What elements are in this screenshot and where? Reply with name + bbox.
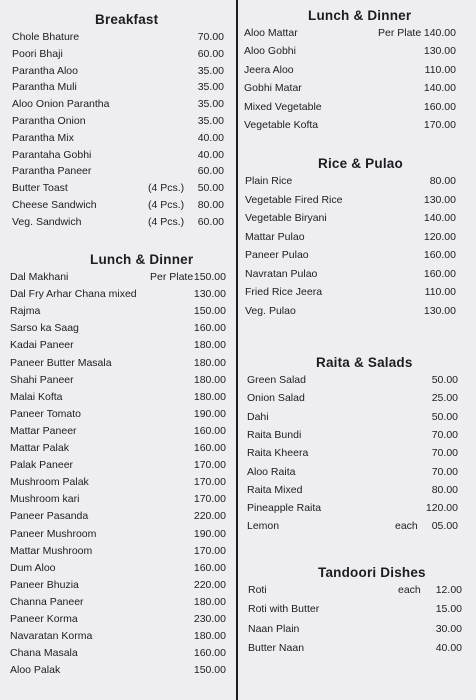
item-name: Aloo Gobhi: [244, 45, 296, 58]
item-price: 130.00: [423, 193, 456, 206]
item-price: 160.00: [423, 267, 456, 280]
item-price: 170.00: [423, 119, 456, 131]
menu-item: [0, 98, 236, 115]
item-name: Parantha Paneer: [12, 165, 92, 178]
item-price: 130.00: [193, 288, 226, 301]
item-name: Gobhi Matar: [244, 82, 302, 95]
menu-item: [238, 27, 476, 44]
menu-item: [0, 81, 236, 98]
item-name: Kadai Paneer: [10, 339, 74, 352]
menu-item: [238, 64, 476, 81]
item-name: Pineapple Raita: [247, 502, 322, 515]
item-price: 160.00: [193, 442, 226, 454]
item-name: Naan Plain: [248, 622, 300, 635]
item-price: 120.00: [423, 230, 456, 243]
item-price: 190.00: [193, 407, 226, 420]
item-name: Parantha Aloo: [12, 64, 78, 77]
menu-item: [0, 216, 236, 233]
item-name: Aloo Palak: [10, 664, 61, 677]
menu-item: [238, 411, 476, 428]
item-name: Raita Bundi: [247, 428, 302, 441]
menu-item: [238, 45, 476, 62]
menu-item: [0, 510, 236, 527]
item-price: 120.00: [425, 502, 458, 515]
item-name: Onion Salad: [247, 392, 305, 405]
section-heading: Tandoori Dishes: [318, 565, 426, 580]
menu-item: [0, 374, 236, 391]
item-name: Fried Rice Jeera: [245, 286, 323, 298]
item-price: 130.00: [423, 45, 456, 58]
menu-item: [0, 442, 236, 459]
item-price: 70.00: [197, 31, 224, 43]
item-name: Channa Paneer: [10, 595, 84, 608]
item-name: Vegetable Fired Rice: [245, 193, 343, 206]
item-price: 35.00: [197, 98, 224, 111]
menu-item: [238, 484, 476, 501]
menu-item: [238, 520, 476, 537]
item-price: 60.00: [197, 165, 224, 178]
item-price: 190.00: [193, 527, 226, 540]
menu-item: [0, 182, 236, 199]
item-price: 160.00: [193, 647, 226, 660]
menu-item: [0, 425, 236, 442]
menu-item: [0, 288, 236, 305]
item-name: Aloo Raita: [247, 465, 296, 478]
item-price: 160.00: [193, 322, 226, 335]
item-name: Vegetable Kofta: [244, 119, 319, 131]
menu-item: [238, 82, 476, 99]
item-name: Parantaha Gobhi: [12, 148, 92, 161]
item-name: Dal Makhani: [10, 271, 69, 283]
menu-item: [238, 374, 476, 391]
item-price: 80.00: [431, 483, 458, 496]
menu-item: [238, 603, 476, 620]
item-name: Plain Rice: [245, 175, 293, 187]
item-name: Poori Bhaji: [12, 47, 63, 60]
item-name: Raita Kheera: [247, 447, 309, 460]
item-name: Paneer Pasanda: [10, 510, 89, 523]
menu-item: [238, 286, 476, 303]
item-name: Green Salad: [247, 374, 306, 386]
item-note: Per Plate: [150, 271, 194, 283]
item-name: Sarso ka Saag: [10, 322, 79, 335]
menu-item: [0, 493, 236, 510]
item-note: each: [398, 584, 421, 596]
item-price: 140.00: [423, 212, 456, 224]
item-price: 160.00: [193, 561, 226, 574]
item-name: Vegetable Biryani: [245, 212, 327, 224]
menu-item: [238, 447, 476, 464]
item-name: Paneer Korma: [10, 613, 78, 625]
item-name: Chole Bhature: [12, 31, 80, 43]
menu-item: [0, 647, 236, 664]
menu-item: [238, 584, 476, 601]
item-price: 160.00: [193, 424, 226, 437]
item-price: 25.00: [431, 392, 458, 405]
item-price: 110.00: [424, 63, 456, 76]
item-price: 170.00: [193, 459, 226, 472]
menu-item: [238, 119, 476, 136]
item-price: 170.00: [193, 493, 226, 506]
menu-item: [0, 48, 236, 65]
menu-item: [0, 545, 236, 562]
menu-item: [0, 664, 236, 681]
item-price: 05.00: [431, 520, 458, 533]
menu-item: [0, 31, 236, 48]
menu-item: [238, 268, 476, 285]
item-price: 70.00: [431, 465, 458, 478]
item-name: Paneer Tomato: [10, 407, 82, 420]
section-heading: Breakfast: [95, 12, 159, 27]
item-price: 110.00: [424, 286, 456, 298]
item-price: 40.00: [435, 641, 462, 654]
item-name: Mixed Vegetable: [244, 100, 322, 113]
item-name: Roti: [248, 584, 267, 596]
menu-item: [0, 149, 236, 166]
item-note: each: [395, 520, 418, 533]
menu-item: [0, 132, 236, 149]
item-price: 180.00: [193, 356, 226, 369]
menu-item: [0, 199, 236, 216]
menu-item: [238, 249, 476, 266]
menu-item: [0, 305, 236, 322]
item-name: Parantha Muli: [12, 81, 77, 94]
item-price: 180.00: [193, 390, 226, 403]
item-name: Mattar Palak: [10, 442, 69, 454]
item-name: Mattar Mushroom: [10, 544, 93, 557]
item-name: Palak Paneer: [10, 459, 74, 472]
item-price: 40.00: [197, 148, 224, 161]
menu-item: [0, 579, 236, 596]
item-name: Dahi: [247, 410, 269, 423]
item-price: 40.00: [197, 131, 224, 144]
menu-item: [238, 231, 476, 248]
menu-item: [0, 528, 236, 545]
item-note: Per Plate: [378, 27, 422, 39]
item-price: 170.00: [193, 544, 226, 557]
item-price: 130.00: [423, 304, 456, 317]
menu-item: [238, 392, 476, 409]
item-price: 80.00: [197, 199, 224, 211]
menu-item: [0, 357, 236, 374]
item-price: 180.00: [193, 630, 226, 643]
item-price: 160.00: [423, 100, 456, 113]
item-price: 170.00: [193, 476, 226, 489]
item-price: 220.00: [193, 510, 226, 523]
item-name: Jeera Aloo: [244, 63, 294, 76]
item-price: 150.00: [193, 271, 226, 283]
item-price: 15.00: [435, 603, 462, 616]
item-name: Navratan Pulao: [245, 267, 318, 280]
item-price: 80.00: [429, 175, 456, 187]
item-note: (4 Pcs.): [148, 199, 185, 211]
item-price: 140.00: [423, 82, 456, 95]
menu-item: [238, 623, 476, 640]
item-name: Parantha Onion: [12, 115, 86, 127]
menu-item: [0, 339, 236, 356]
item-name: Cheese Sandwich: [12, 199, 97, 211]
item-name: Paneer Pulao: [245, 249, 309, 261]
item-price: 60.00: [197, 47, 224, 60]
item-price: 140.00: [423, 27, 456, 39]
menu-item: [238, 305, 476, 322]
menu-item: [0, 630, 236, 647]
section-heading: Lunch & Dinner: [308, 8, 412, 23]
item-price: 150.00: [193, 664, 226, 677]
menu-item: [0, 408, 236, 425]
menu-item: [238, 194, 476, 211]
item-price: 50.00: [431, 374, 458, 386]
item-price: 35.00: [197, 81, 224, 94]
menu-item: [0, 115, 236, 132]
menu-item: [0, 562, 236, 579]
item-price: 30.00: [435, 622, 462, 635]
item-name: Chana Masala: [10, 647, 78, 660]
item-name: Raita Mixed: [247, 483, 303, 496]
item-name: Lemon: [247, 520, 280, 533]
item-name: Shahi Paneer: [10, 373, 74, 386]
item-price: 150.00: [193, 305, 226, 318]
menu-item: [0, 459, 236, 476]
item-name: Paneer Butter Masala: [10, 356, 112, 369]
menu-item: [0, 271, 236, 288]
item-name: Mattar Pulao: [245, 230, 305, 243]
item-price: 220.00: [193, 578, 226, 591]
item-price: 180.00: [193, 595, 226, 608]
section-heading: Lunch & Dinner: [90, 252, 194, 267]
section-heading: Raita & Salads: [316, 355, 413, 370]
item-name: Navaratan Korma: [10, 630, 93, 643]
menu-item: [238, 175, 476, 192]
menu-item: [0, 65, 236, 82]
menu-item: [238, 642, 476, 659]
item-name: Aloo Mattar: [244, 27, 298, 39]
menu-item: [238, 101, 476, 118]
menu-item: [0, 596, 236, 613]
item-price: 160.00: [423, 249, 456, 261]
item-name: Malai Kofta: [10, 390, 63, 403]
item-price: 35.00: [197, 115, 224, 127]
item-price: 12.00: [435, 584, 462, 596]
item-name: Mattar Paneer: [10, 424, 77, 437]
item-name: Dum Aloo: [10, 561, 56, 574]
item-name: Butter Toast: [12, 182, 68, 195]
item-name: Mushroom kari: [10, 493, 80, 506]
item-price: 230.00: [193, 613, 226, 625]
menu-item: [238, 429, 476, 446]
menu-item: [0, 165, 236, 182]
item-price: 50.00: [197, 182, 224, 195]
menu-item: [0, 391, 236, 408]
item-price: 180.00: [193, 373, 226, 386]
item-price: 70.00: [431, 428, 458, 441]
item-price: 60.00: [197, 215, 224, 228]
menu-item: [238, 212, 476, 229]
item-name: Parantha Mix: [12, 131, 74, 144]
menu-item: [0, 476, 236, 493]
item-name: Paneer Mushroom: [10, 527, 97, 540]
item-name: Aloo Onion Parantha: [12, 98, 110, 111]
item-name: Veg. Pulao: [245, 304, 296, 317]
menu-item: [0, 322, 236, 339]
item-price: 50.00: [431, 410, 458, 423]
item-name: Paneer Bhuzia: [10, 578, 79, 591]
item-price: 180.00: [193, 339, 226, 352]
item-name: Veg. Sandwich: [12, 215, 82, 228]
item-name: Dal Fry Arhar Chana mixed: [10, 288, 137, 301]
item-name: Mushroom Palak: [10, 476, 89, 489]
menu-item: [238, 466, 476, 483]
item-note: (4 Pcs.): [148, 215, 185, 228]
menu-item: [0, 613, 236, 630]
item-price: 35.00: [197, 64, 224, 77]
item-name: Butter Naan: [248, 641, 305, 654]
item-note: (4 Pcs.): [148, 182, 185, 195]
item-price: 70.00: [431, 447, 458, 460]
section-heading: Rice & Pulao: [318, 156, 403, 171]
item-name: Roti with Butter: [248, 603, 320, 616]
menu-item: [238, 502, 476, 519]
item-name: Rajma: [10, 305, 41, 318]
